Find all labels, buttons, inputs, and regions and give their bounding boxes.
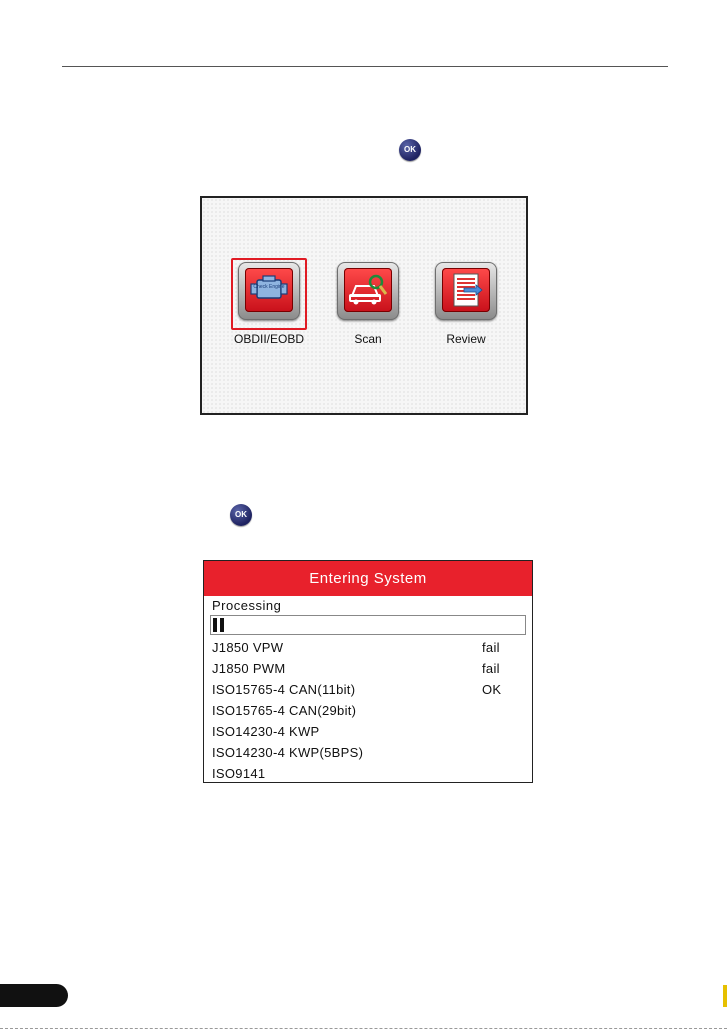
protocol-name: ISO9141	[212, 766, 266, 781]
document-glyph	[442, 268, 490, 312]
protocol-name: J1850 PWM	[212, 661, 286, 676]
protocol-row	[212, 724, 522, 744]
protocol-name: ISO14230-4 KWP	[212, 724, 320, 739]
protocol-status: fail	[482, 640, 500, 655]
check-engine-icon	[238, 262, 300, 320]
car-glyph	[344, 268, 392, 312]
progress-bar	[210, 615, 526, 635]
engine-glyph	[245, 268, 293, 312]
menu-item-scan[interactable]	[328, 262, 408, 346]
main-menu-screen	[200, 196, 528, 415]
page-header-rule	[62, 66, 668, 67]
screen-title: Entering System	[204, 561, 532, 596]
menu-item-label: Scan	[354, 332, 382, 346]
ok-key-icon: OK	[230, 504, 252, 526]
protocol-name: ISO14230-4 KWP(5BPS)	[212, 745, 364, 760]
protocol-row	[212, 682, 522, 702]
protocol-row	[212, 661, 522, 681]
protocol-row	[212, 640, 522, 660]
protocol-name: J1850 VPW	[212, 640, 284, 655]
protocol-name: ISO15765-4 CAN(11bit)	[212, 682, 356, 697]
processing-label: Processing	[212, 598, 282, 613]
car-search-icon	[337, 262, 399, 320]
entering-system-screen	[203, 560, 533, 783]
protocol-status: OK	[482, 682, 502, 697]
protocol-row	[212, 745, 522, 765]
check-engine-text: Check Engine	[253, 284, 285, 290]
document-review-icon	[435, 262, 497, 320]
menu-item-obdii-eobd[interactable]	[229, 262, 309, 346]
protocol-status: fail	[482, 661, 500, 676]
edge-marker	[723, 985, 727, 1007]
page-cut-line	[0, 1028, 727, 1029]
protocol-row	[212, 703, 522, 723]
page-corner-tab	[0, 984, 68, 1007]
menu-item-review[interactable]	[426, 262, 506, 346]
protocol-name: ISO15765-4 CAN(29bit)	[212, 703, 357, 718]
ok-key-icon: OK	[399, 139, 421, 161]
menu-item-label: Review	[446, 332, 486, 346]
progress-fill	[213, 618, 227, 632]
menu-item-label: OBDII/EOBD	[233, 332, 304, 346]
protocol-row	[212, 766, 522, 786]
